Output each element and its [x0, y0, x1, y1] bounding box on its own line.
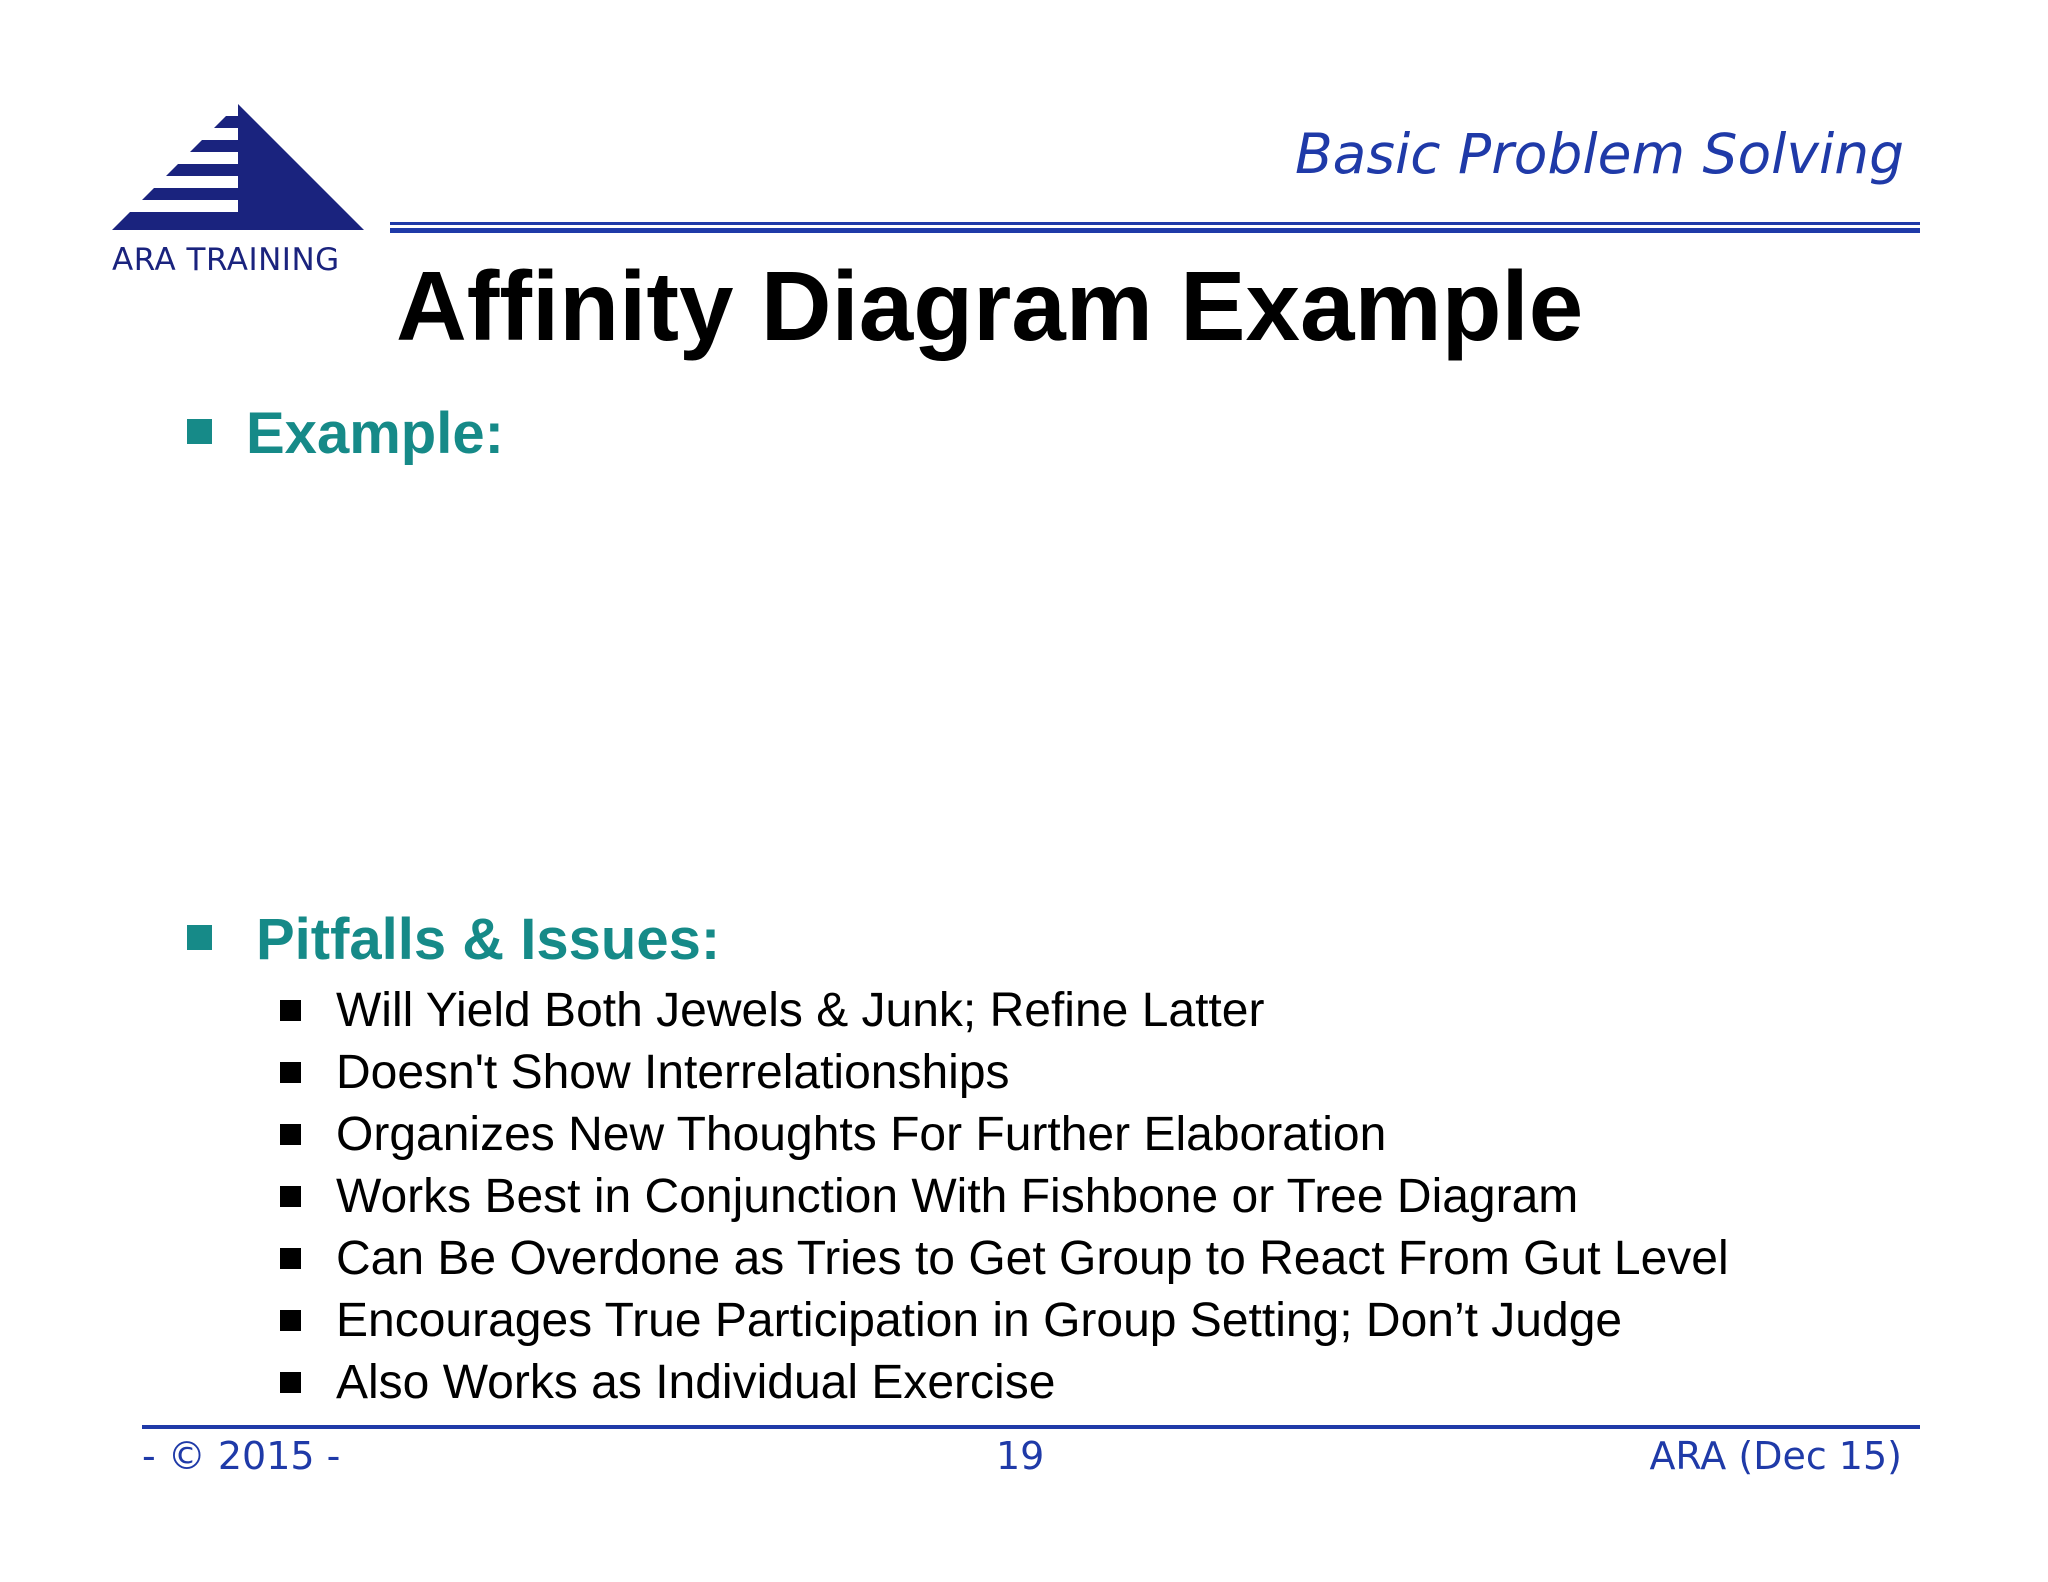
footer-divider	[142, 1425, 1920, 1429]
slide-title: Affinity Diagram Example	[396, 251, 1584, 361]
bullet-square-icon	[280, 1062, 301, 1083]
logo-text: ARA TRAINING	[112, 242, 340, 278]
bullet-square-icon	[187, 925, 212, 950]
list-item	[280, 1228, 1729, 1290]
stepped-pyramid-logo-icon	[108, 102, 368, 242]
bullet-square-icon	[280, 1186, 301, 1207]
footer-version: ARA (Dec 15)	[1649, 1434, 1902, 1478]
list-item-text: Also Works as Individual Exercise	[336, 1356, 1056, 1409]
list-item	[280, 980, 1729, 1042]
ara-training-logo	[108, 102, 368, 292]
bullet-square-icon	[280, 1000, 301, 1021]
list-item	[280, 1352, 1729, 1414]
bullet-square-icon	[280, 1310, 301, 1331]
list-item	[280, 1290, 1729, 1352]
list-item-text: Will Yield Both Jewels & Junk; Refine Latter	[336, 984, 1265, 1037]
bullet-square-icon	[280, 1124, 301, 1145]
header-divider	[390, 222, 1920, 232]
list-item-text: Can Be Overdone as Tries to Get Group to React From Gut Level	[336, 1232, 1729, 1285]
bullet-square-icon	[280, 1372, 301, 1393]
list-item-text: Encourages True Participation in Group Setting; Don’t Judge	[336, 1294, 1623, 1347]
list-item	[280, 1166, 1729, 1228]
bullet-square-icon	[187, 419, 212, 444]
section-label: Example:	[246, 401, 504, 466]
course-title: Basic Problem Solving	[1294, 122, 1904, 186]
list-item	[280, 1104, 1729, 1166]
section-pitfalls	[187, 906, 720, 973]
list-item-text: Organizes New Thoughts For Further Elaboration	[336, 1108, 1387, 1161]
section-label: Pitfalls & Issues:	[256, 907, 721, 972]
page-number: 19	[996, 1434, 1045, 1478]
section-example	[187, 400, 504, 467]
list-item-text: Doesn't Show Interrelationships	[336, 1046, 1010, 1099]
bullet-square-icon	[280, 1248, 301, 1269]
pitfalls-list	[280, 980, 1729, 1414]
list-item-text: Works Best in Conjunction With Fishbone or Tree Diagram	[336, 1170, 1579, 1223]
list-item	[280, 1042, 1729, 1104]
footer-copyright: - © 2015 -	[142, 1434, 341, 1478]
